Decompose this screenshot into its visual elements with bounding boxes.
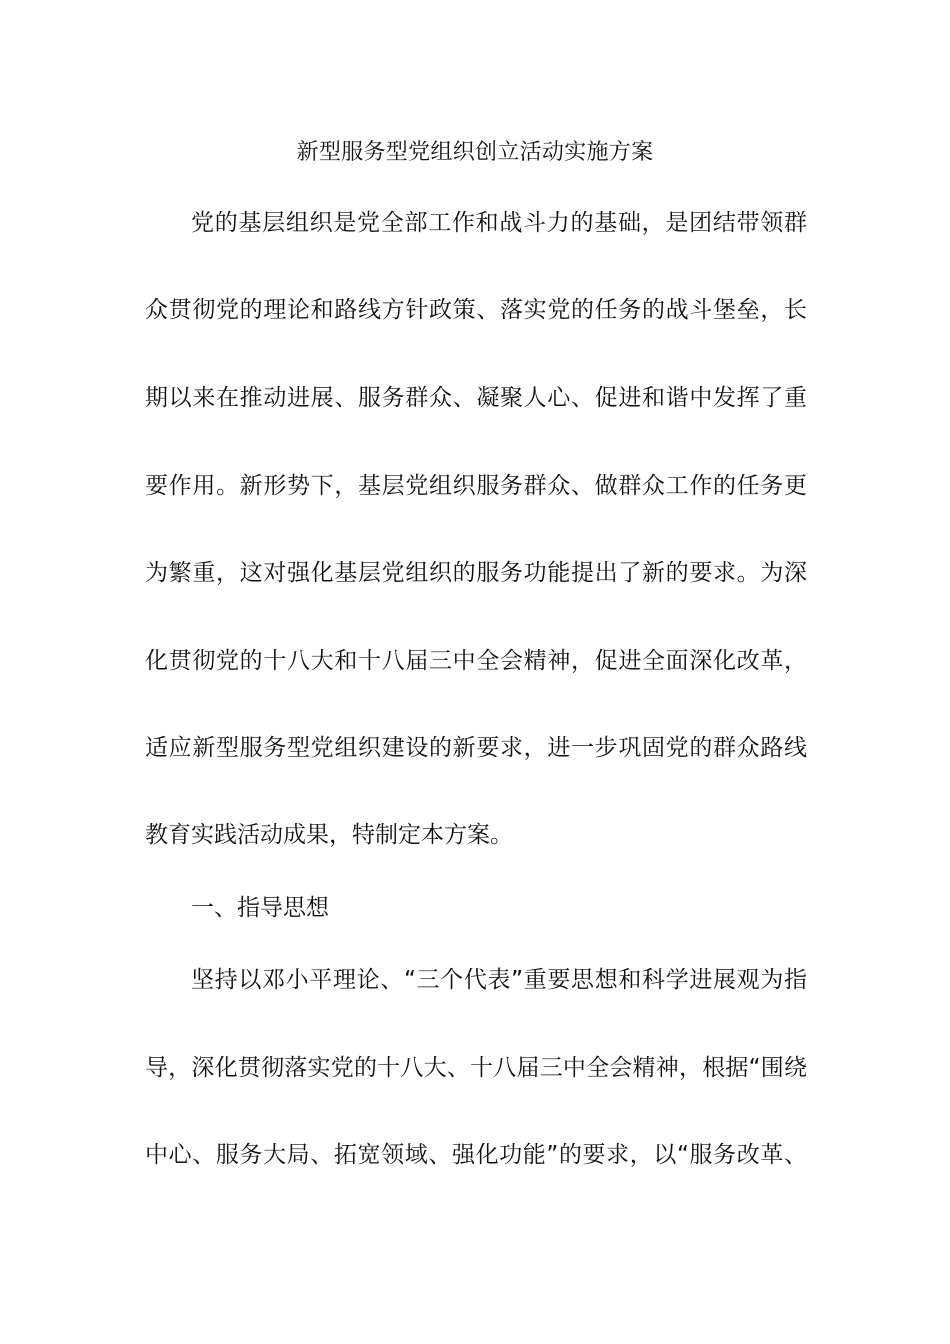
paragraph-line: 众贯彻党的理论和路线方针政策、落实党的任务的战斗堡垒，长 bbox=[145, 297, 807, 323]
section-heading: 一、指导思想 bbox=[191, 895, 329, 921]
paragraph-line: 为繁重，这对强化基层党组织的服务功能提出了新的要求。为深 bbox=[145, 560, 807, 586]
paragraph-line: 中心、服务大局、拓宽领域、强化功能”的要求，以“服务改革、 bbox=[145, 1142, 807, 1168]
paragraph-line: 要作用。新形势下，基层党组织服务群众、做群众工作的任务更 bbox=[145, 473, 807, 499]
paragraph-line: 导，深化贯彻落实党的十八大、十八届三中全会精神，根据“围绕 bbox=[145, 1055, 807, 1081]
paragraph-line: 坚持以邓小平理论、“三个代表”重要思想和科学进展观为指 bbox=[191, 967, 807, 993]
document-title: 新型服务型党组织创立活动实施方案 bbox=[296, 140, 654, 165]
paragraph-line: 化贯彻党的十八大和十八届三中全会精神，促进全面深化改革， bbox=[145, 648, 807, 674]
paragraph-line: 适应新型服务型党组织建设的新要求，进一步巩固党的群众路线 bbox=[145, 735, 807, 761]
paragraph-line: 期以来在推动进展、服务群众、凝聚人心、促进和谐中发挥了重 bbox=[145, 385, 807, 411]
paragraph-line: 教育实践活动成果，特制定本方案。 bbox=[145, 822, 513, 848]
paragraph-line: 党的基层组织是党全部工作和战斗力的基础，是团结带领群 bbox=[191, 210, 807, 236]
